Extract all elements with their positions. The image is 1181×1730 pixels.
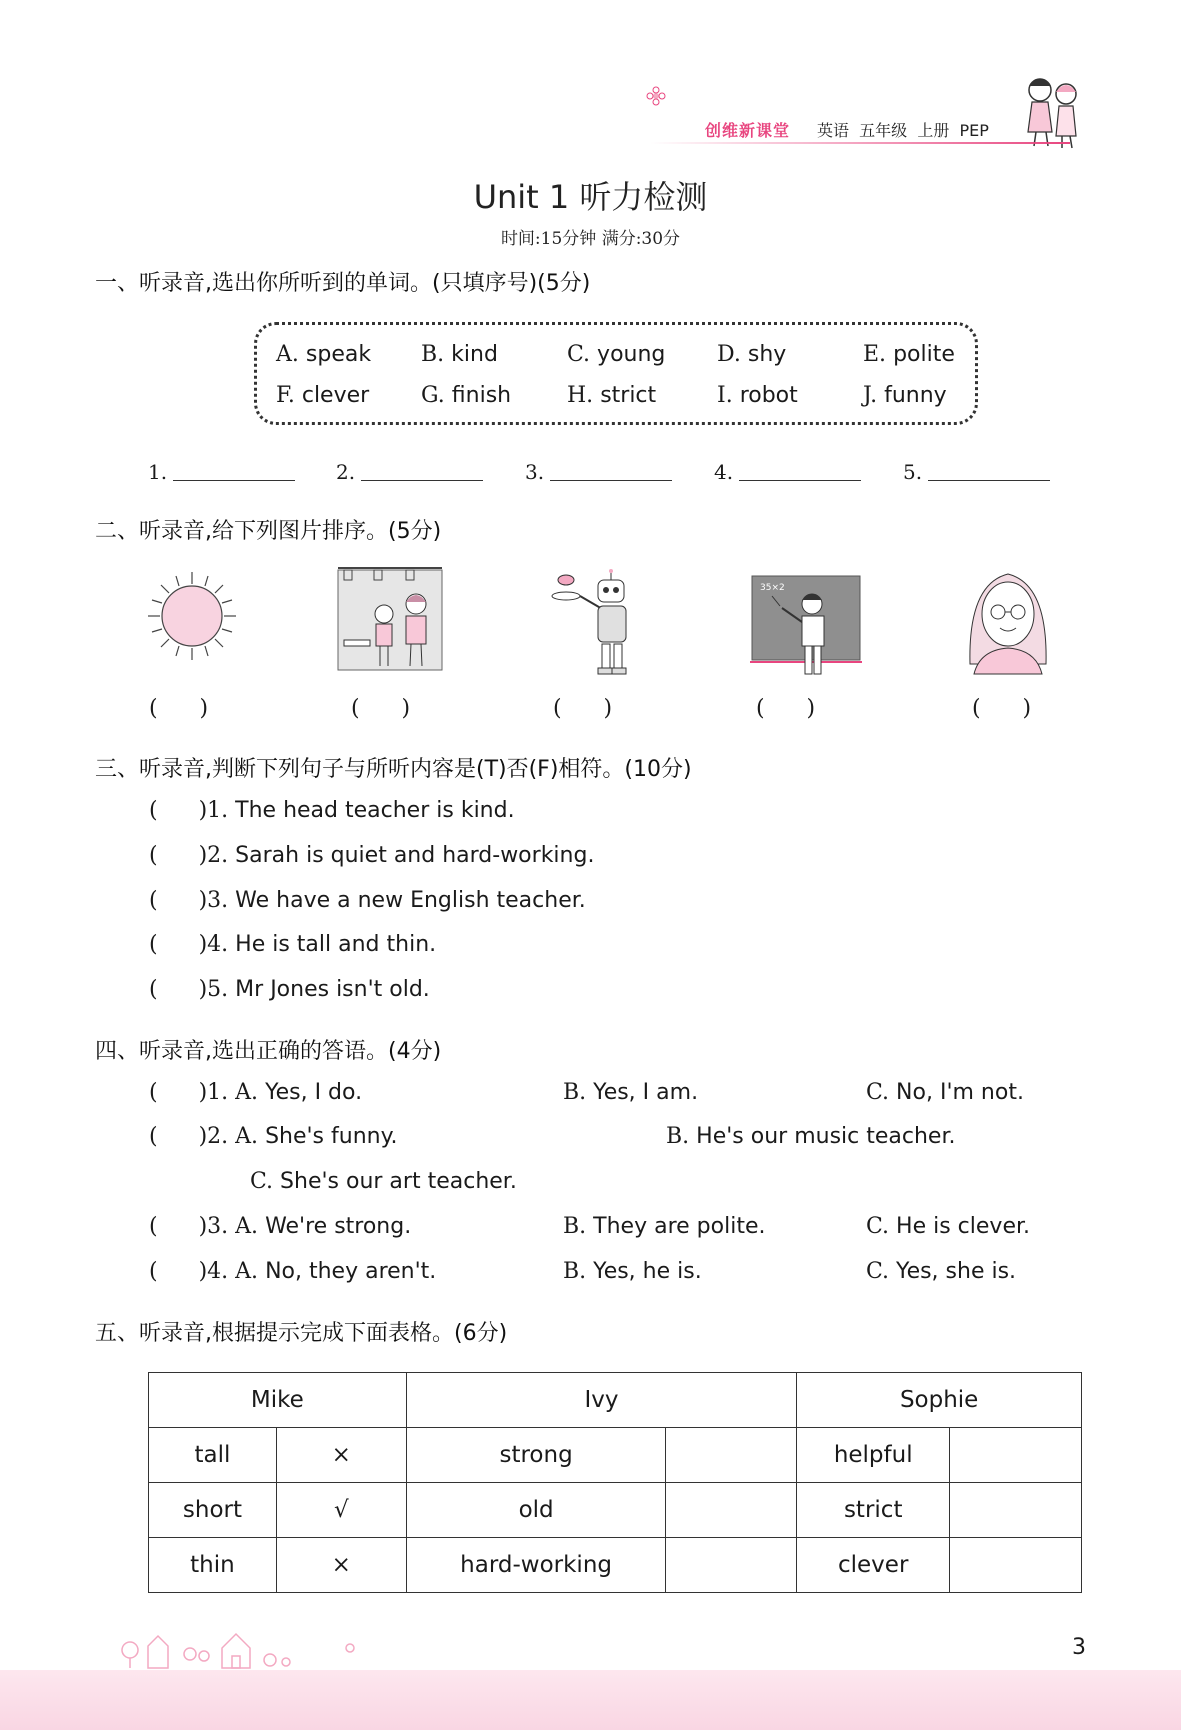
page-number: 3 (1072, 1635, 1086, 1660)
mike-mark: × (276, 1538, 406, 1593)
order-paren[interactable]: ( ) (351, 696, 411, 721)
mc-question-3: ( )3. A. We're strong. (149, 1214, 412, 1239)
table-row (149, 1538, 1082, 1593)
ivy-answer-cell[interactable] (666, 1483, 797, 1538)
picture-teacher (750, 574, 862, 678)
picture-bus (336, 562, 446, 674)
answer-blank[interactable]: 5. (903, 460, 1050, 484)
ivy-trait: strong (406, 1428, 666, 1483)
picture-robot (546, 566, 656, 678)
mc-question-4: ( )4. A. No, they aren't. (149, 1259, 437, 1284)
mc-option-c: C. He is clever. (866, 1214, 1031, 1239)
mc-question-1: ( )1. A. Yes, I do. (149, 1080, 363, 1105)
tf-item: ( )5. Mr Jones isn't old. (149, 977, 430, 1002)
table-header-row (149, 1373, 1082, 1428)
flower-icon (646, 86, 666, 106)
header-sophie: Sophie (797, 1373, 1082, 1428)
word-bank (254, 322, 978, 425)
word-option: B. kind (421, 342, 498, 367)
time-score-info: 时间:15分钟 满分:30分 (500, 229, 681, 249)
sun-icon (146, 570, 238, 662)
mc-option-c: C. Yes, she is. (866, 1259, 1017, 1284)
word-option: J. funny (863, 383, 947, 408)
subject-info: 英语 五年级 上册 PEP (817, 121, 989, 140)
mike-trait: thin (149, 1538, 277, 1593)
answer-blank[interactable]: 2. (336, 460, 483, 484)
word-option: E. polite (863, 342, 955, 367)
mc-option-b: B. He's our music teacher. (666, 1124, 956, 1149)
section-3-heading: 三、听录音,判断下列句子与所听内容是(T)否(F)相符。(10分) (95, 757, 692, 782)
kids-illustration-icon (1010, 70, 1090, 150)
ivy-trait: hard-working (406, 1538, 666, 1593)
tf-item: ( )3. We have a new English teacher. (149, 888, 586, 913)
chalkboard-teacher-icon (750, 574, 862, 678)
tf-item: ( )2. Sarah is quiet and hard-working. (149, 843, 595, 868)
header-mike: Mike (149, 1373, 407, 1428)
word-option: H. strict (567, 383, 657, 408)
page-title: Unit 1 听力检测 (473, 178, 708, 216)
mike-mark: × (276, 1428, 406, 1483)
header-ivy: Ivy (406, 1373, 797, 1428)
brand-name: 创维新课堂 (705, 121, 791, 140)
footer-decoration (110, 1624, 390, 1670)
picture-sun (146, 570, 238, 662)
sophie-answer-cell[interactable] (950, 1428, 1082, 1483)
mc-option-b: B. Yes, he is. (563, 1259, 702, 1284)
section-1-heading: 一、听录音,选出你所听到的单词。(只填序号)(5分) (95, 271, 591, 296)
section-4-heading: 四、听录音,选出正确的答语。(4分) (95, 1039, 442, 1064)
sophie-trait: helpful (797, 1428, 950, 1483)
answer-blank[interactable]: 1. (148, 460, 295, 484)
mc-option-c: C. No, I'm not. (866, 1080, 1024, 1105)
sophie-answer-cell[interactable] (950, 1483, 1082, 1538)
word-option: A. speak (276, 342, 372, 367)
answer-blank[interactable]: 3. (525, 460, 672, 484)
mike-trait: short (149, 1483, 277, 1538)
header-decoration (1010, 70, 1090, 150)
mike-mark: √ (276, 1483, 406, 1538)
table-row (149, 1428, 1082, 1483)
word-option: F. clever (276, 383, 370, 408)
sophie-trait: strict (797, 1483, 950, 1538)
robot-icon (546, 566, 656, 678)
header-rule (650, 142, 1070, 144)
word-option: D. shy (717, 342, 787, 367)
sophie-answer-cell[interactable] (950, 1538, 1082, 1593)
mc-question-2: ( )2. A. She's funny. (149, 1124, 398, 1149)
mike-trait: tall (149, 1428, 277, 1483)
town-illustration-icon (110, 1624, 390, 1670)
info-table (148, 1372, 1082, 1593)
section-5-heading: 五、听录音,根据提示完成下面表格。(6分) (95, 1321, 508, 1346)
ivy-trait: old (406, 1483, 666, 1538)
chalkboard-text: 35×2 (760, 583, 785, 593)
ivy-answer-cell[interactable] (666, 1428, 797, 1483)
order-paren[interactable]: ( ) (972, 696, 1032, 721)
answer-blank[interactable]: 4. (714, 460, 861, 484)
bus-scene-icon (336, 562, 446, 674)
word-option: G. finish (421, 383, 512, 408)
mc-option-c: C. She's our art teacher. (250, 1169, 517, 1194)
picture-girl (960, 564, 1056, 676)
table-row (149, 1483, 1082, 1538)
order-paren[interactable]: ( ) (553, 696, 613, 721)
sophie-trait: clever (797, 1538, 950, 1593)
tf-item: ( )4. He is tall and thin. (149, 932, 437, 957)
ivy-answer-cell[interactable] (666, 1538, 797, 1593)
word-option: C. young (567, 342, 666, 367)
girl-glasses-icon (960, 564, 1056, 676)
footer-band (0, 1670, 1181, 1730)
mc-option-b: B. Yes, I am. (563, 1080, 699, 1105)
order-paren[interactable]: ( ) (756, 696, 816, 721)
tf-item: ( )1. The head teacher is kind. (149, 798, 515, 823)
mc-option-b: B. They are polite. (563, 1214, 766, 1239)
section-2-heading: 二、听录音,给下列图片排序。(5分) (95, 519, 442, 544)
order-paren[interactable]: ( ) (149, 696, 209, 721)
word-option: I. robot (717, 383, 798, 408)
